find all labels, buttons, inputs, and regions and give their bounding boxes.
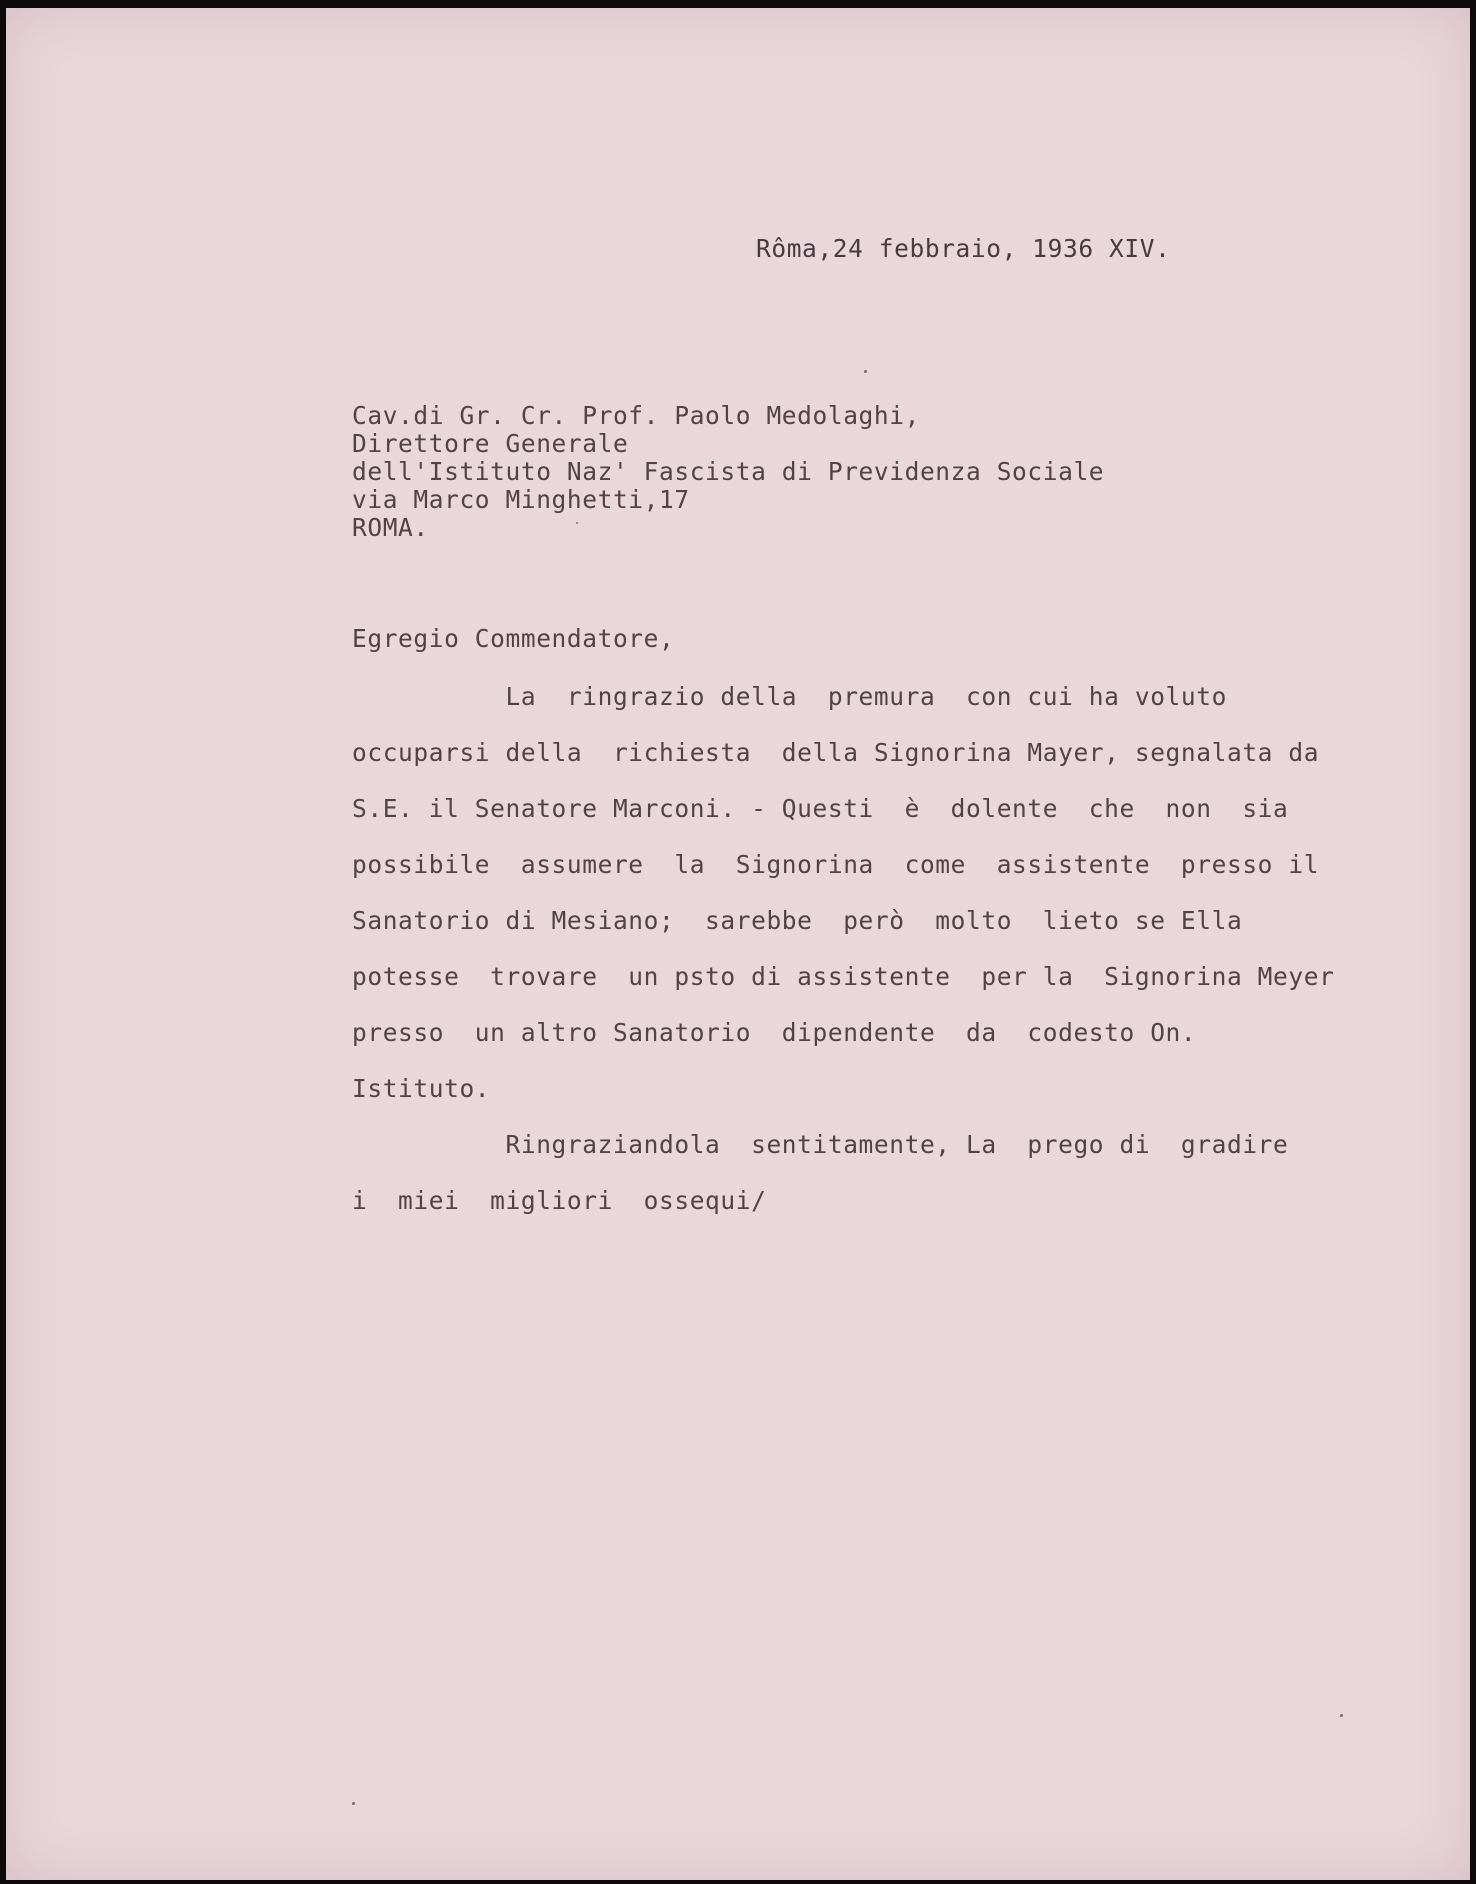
body-line: i miei migliori ossequi/ <box>352 1186 767 1215</box>
body-line: Sanatorio di Mesiano; sarebbe però molto lieto se Ella <box>352 906 1243 935</box>
body-line: S.E. il Senatore Marconi. - Questi è dolente che non sia <box>352 794 1289 823</box>
body-line: possibile assumere la Signorina come assistente presso il <box>352 850 1320 879</box>
ink-speck <box>352 1802 355 1805</box>
body-line: Istituto. <box>352 1074 491 1103</box>
recipient-address <box>352 402 1104 542</box>
ink-speck <box>864 370 867 373</box>
ink-speck <box>576 522 578 524</box>
recipient-street: via Marco Minghetti,17 <box>352 485 690 514</box>
body-line: potesse trovare un psto di assistente per la Signorina Meyer <box>352 962 1335 991</box>
recipient-title: Direttore Generale <box>352 429 629 458</box>
letter-page <box>6 8 1470 1880</box>
body-line: occuparsi della richiesta della Signorina Mayer, segnalata da <box>352 738 1320 767</box>
salutation: Egregio Commendatore, <box>352 624 675 653</box>
recipient-city: ROMA. <box>352 513 429 542</box>
recipient-institution: dell'Istituto Naz' Fascista di Previdenza Sociale <box>352 457 1105 486</box>
body-line: Ringraziandola sentitamente, La prego di gradire <box>352 1130 1289 1159</box>
letter-date: Rôma,24 febbraio, 1936 XIV. <box>756 234 1171 263</box>
body-line: presso un altro Sanatorio dipendente da codesto On. <box>352 1018 1197 1047</box>
ink-speck <box>1340 1714 1343 1717</box>
recipient-name: Cav.di Gr. Cr. Prof. Paolo Medolaghi, <box>352 401 920 430</box>
body-line: La ringrazio della premura con cui ha voluto <box>352 682 1227 711</box>
